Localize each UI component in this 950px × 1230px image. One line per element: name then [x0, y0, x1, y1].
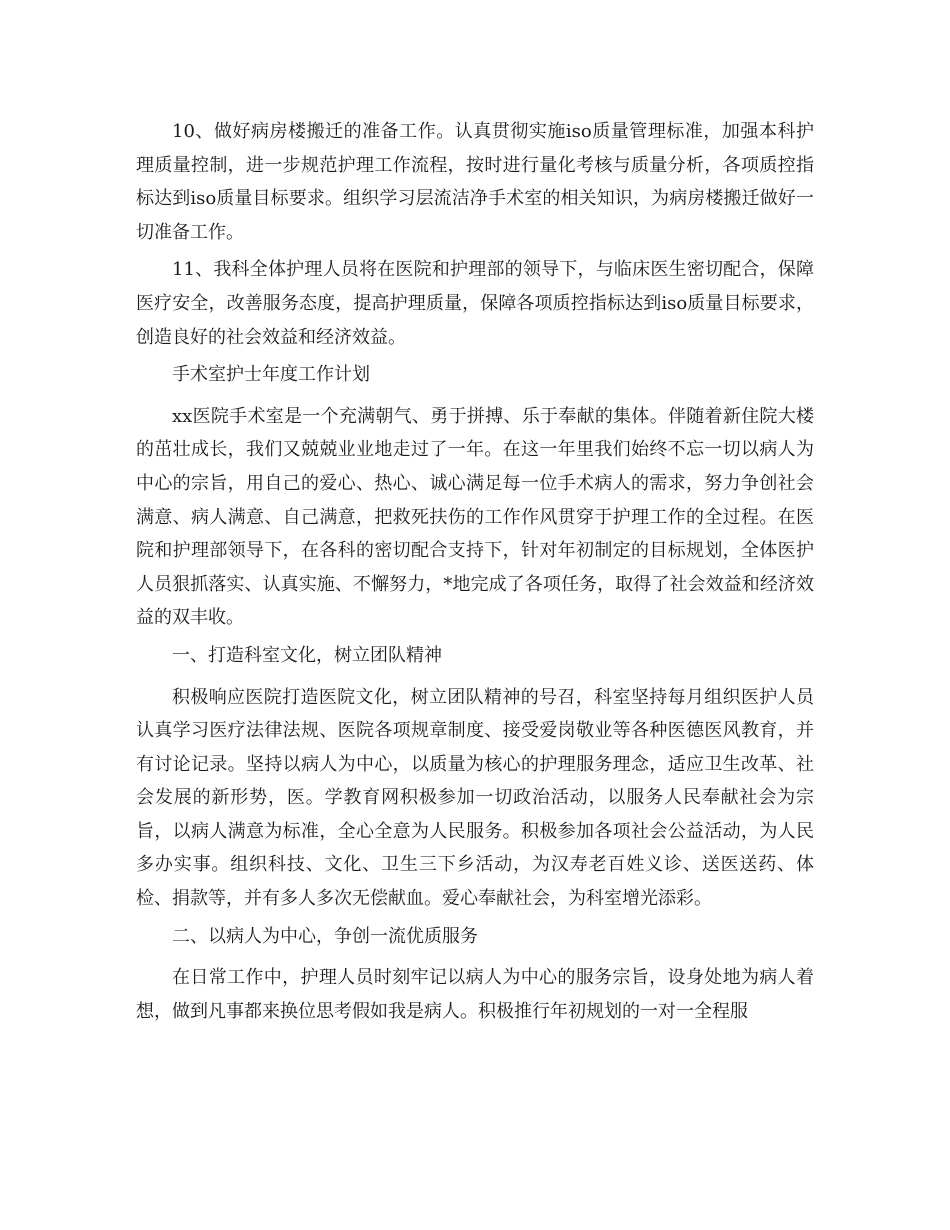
section-2-paragraph: 在日常工作中，护理人员时刻牢记以病人为中心的服务宗旨，设身处地为病人着想，做到凡事都来换位思考假如我是病人。积极推行年初规划的一对一全程服: [136, 967, 814, 1022]
section-heading-2: 二、以病人为中心，争创一流优质服务: [172, 925, 478, 947]
document-body: [136, 115, 814, 1032]
paragraph-item-11: 11、我科全体护理人员将在医院和护理部的领导下，与临床医生密切配合，保障医疗安全，改善服务态度，提高护理质量，保障各项质控指标达到iso质量目标要求，创造良好的社会效益和经济效益。: [136, 259, 814, 348]
section-1-paragraph: 积极响应医院打造医院文化，树立团队精神的号召，科室坚持每月组织医护人员认真学习医疗法律法规、医院各项规章制度、接受爱岗敬业等各种医德医风教育，并有讨论记录。坚持以病人为中心，以质量为核心的护理服务理念，适应卫生改革、社会发展的新形势，医。学教育网积极参加一切政治活动，以服务人民奉献社会为宗旨，以病人满意为标准，全心全意为人民服务。积极参加各项社会公益活动，为人民多办实事。组织科技、文化、卫生三下乡活动，为汉寿老百姓义诊、送医送药、体检、捐款等，并有多人多次无偿献血。爱心奉献社会，为科室增光添彩。: [136, 686, 814, 910]
paragraph-item-10: 10、做好病房楼搬迁的准备工作。认真贯彻实施iso质量管理标准，加强本科护理质量控制，进一步规范护理工作流程，按时进行量化考核与质量分析，各项质控指标达到iso质量目标要求。组织学习层流洁净手术室的相关知识，为病房楼搬迁做好一切准备工作。: [136, 121, 814, 243]
intro-paragraph: xx医院手术室是一个充满朝气、勇于拼搏、乐于奉献的集体。伴随着新住院大楼的茁壮成长，我们又兢兢业业地走过了一年。在这一年里我们始终不忘一切以病人为中心的宗旨，用自己的爱心、热心、诚心满足每一位手术病人的需求，努力争创社会满意、病人满意、自己满意，把救死扶伤的工作作风贯穿于护理工作的全过程。在医院和护理部领导下，在各科的密切配合支持下，针对年初制定的目标规划，全体医护人员狠抓落实、认真实施、不懈努力，*地完成了各项任务，取得了社会效益和经济效益的双丰收。: [136, 405, 814, 629]
section-title: 手术室护士年度工作计划: [172, 364, 370, 386]
section-heading-1: 一、打造科室文化，树立团队精神: [172, 644, 442, 666]
